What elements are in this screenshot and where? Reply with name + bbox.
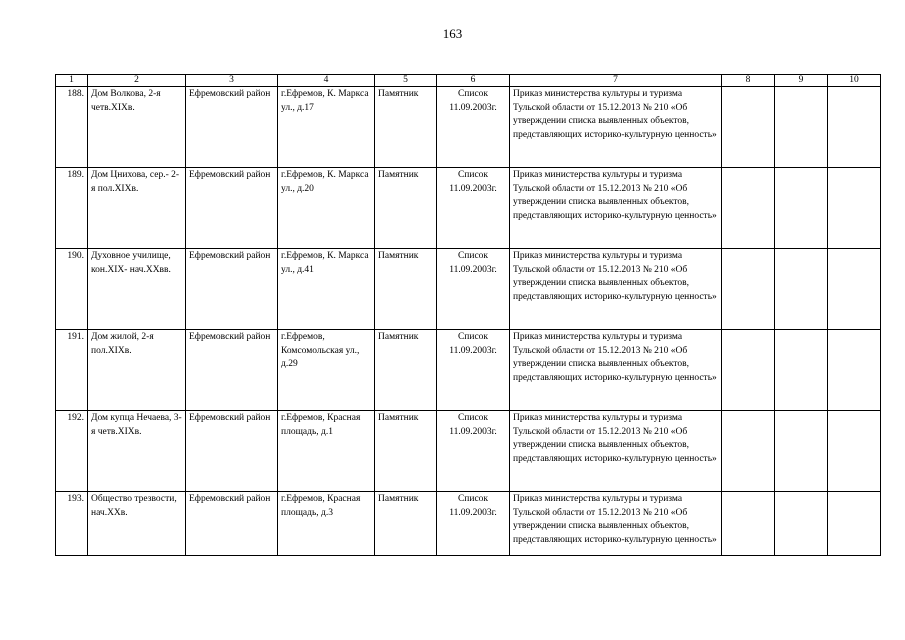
address: г.Ефремов, Комсомольская ул., д.29	[278, 330, 375, 411]
table-row	[56, 87, 881, 168]
table-row	[56, 168, 881, 249]
heritage-registry-table	[55, 74, 881, 556]
column-10-cell	[828, 492, 881, 556]
district: Ефремовский район	[186, 330, 278, 411]
address: г.Ефремов, Красная площадь, д.1	[278, 411, 375, 492]
category: Памятник	[375, 87, 437, 168]
row-number: 190.	[56, 249, 88, 330]
column-header: 4	[278, 75, 375, 87]
column-header: 2	[88, 75, 186, 87]
column-9-cell	[775, 168, 828, 249]
category: Памятник	[375, 411, 437, 492]
column-header: 7	[510, 75, 722, 87]
object-name: Духовное училище, кон.XIX- нач.XXвв.	[88, 249, 186, 330]
column-number-row	[56, 75, 881, 87]
list-date: Список 11.09.2003г.	[437, 249, 510, 330]
column-header: 8	[722, 75, 775, 87]
order-document: Приказ министерства культуры и туризма Тульской области от 15.12.2013 № 210 «Об утверждении списка выявленных объектов, представляющих историко-культурную ценность»	[510, 411, 722, 492]
column-8-cell	[722, 492, 775, 556]
category: Памятник	[375, 168, 437, 249]
page-number: 163	[442, 26, 463, 41]
column-9-cell	[775, 411, 828, 492]
category: Памятник	[375, 249, 437, 330]
column-8-cell	[722, 330, 775, 411]
column-9-cell	[775, 249, 828, 330]
district: Ефремовский район	[186, 411, 278, 492]
district: Ефремовский район	[186, 249, 278, 330]
row-number: 189.	[56, 168, 88, 249]
column-header: 1	[56, 75, 88, 87]
order-document: Приказ министерства культуры и туризма Тульской области от 15.12.2013 № 210 «Об утверждении списка выявленных объектов, представляющих историко-культурную ценность»	[510, 87, 722, 168]
district: Ефремовский район	[186, 168, 278, 249]
order-document: Приказ министерства культуры и туризма Тульской области от 15.12.2013 № 210 «Об утверждении списка выявленных объектов, представляющих историко-культурную ценность»	[510, 492, 722, 556]
column-9-cell	[775, 492, 828, 556]
address: г.Ефремов, К. Маркса ул., д.17	[278, 87, 375, 168]
row-number: 188.	[56, 87, 88, 168]
object-name: Дом Волкова, 2-я четв.XIXв.	[88, 87, 186, 168]
district: Ефремовский район	[186, 492, 278, 556]
row-number: 192.	[56, 411, 88, 492]
column-10-cell	[828, 411, 881, 492]
address: г.Ефремов, К. Маркса ул., д.20	[278, 168, 375, 249]
category: Памятник	[375, 330, 437, 411]
table-row	[56, 411, 881, 492]
address: г.Ефремов, К. Маркса ул., д.41	[278, 249, 375, 330]
column-8-cell	[722, 87, 775, 168]
row-number: 191.	[56, 330, 88, 411]
column-8-cell	[722, 249, 775, 330]
column-10-cell	[828, 330, 881, 411]
column-10-cell	[828, 249, 881, 330]
object-name: Дом жилой, 2-я пол.XIXв.	[88, 330, 186, 411]
object-name: Дом Цнихова, сер.- 2-я пол.XIXв.	[88, 168, 186, 249]
column-header: 3	[186, 75, 278, 87]
order-document: Приказ министерства культуры и туризма Тульской области от 15.12.2013 № 210 «Об утверждении списка выявленных объектов, представляющих историко-культурную ценность»	[510, 330, 722, 411]
object-name: Общество трезвости, нач.XXв.	[88, 492, 186, 556]
list-date: Список 11.09.2003г.	[437, 87, 510, 168]
category: Памятник	[375, 492, 437, 556]
column-header: 9	[775, 75, 828, 87]
column-9-cell	[775, 330, 828, 411]
column-10-cell	[828, 168, 881, 249]
column-9-cell	[775, 87, 828, 168]
list-date: Список 11.09.2003г.	[437, 330, 510, 411]
column-8-cell	[722, 411, 775, 492]
list-date: Список 11.09.2003г.	[437, 411, 510, 492]
column-header: 10	[828, 75, 881, 87]
list-date: Список 11.09.2003г.	[437, 168, 510, 249]
column-10-cell	[828, 87, 881, 168]
district: Ефремовский район	[186, 87, 278, 168]
order-document: Приказ министерства культуры и туризма Тульской области от 15.12.2013 № 210 «Об утверждении списка выявленных объектов, представляющих историко-культурную ценность»	[510, 249, 722, 330]
column-header: 6	[437, 75, 510, 87]
address: г.Ефремов, Красная площадь, д.3	[278, 492, 375, 556]
column-header: 5	[375, 75, 437, 87]
row-number: 193.	[56, 492, 88, 556]
table-row	[56, 330, 881, 411]
order-document: Приказ министерства культуры и туризма Тульской области от 15.12.2013 № 210 «Об утверждении списка выявленных объектов, представляющих историко-культурную ценность»	[510, 168, 722, 249]
table-row	[56, 249, 881, 330]
table-row	[56, 492, 881, 556]
object-name: Дом купца Нечаева, 3-я четв.XIXв.	[88, 411, 186, 492]
list-date: Список 11.09.2003г.	[437, 492, 510, 556]
column-8-cell	[722, 168, 775, 249]
